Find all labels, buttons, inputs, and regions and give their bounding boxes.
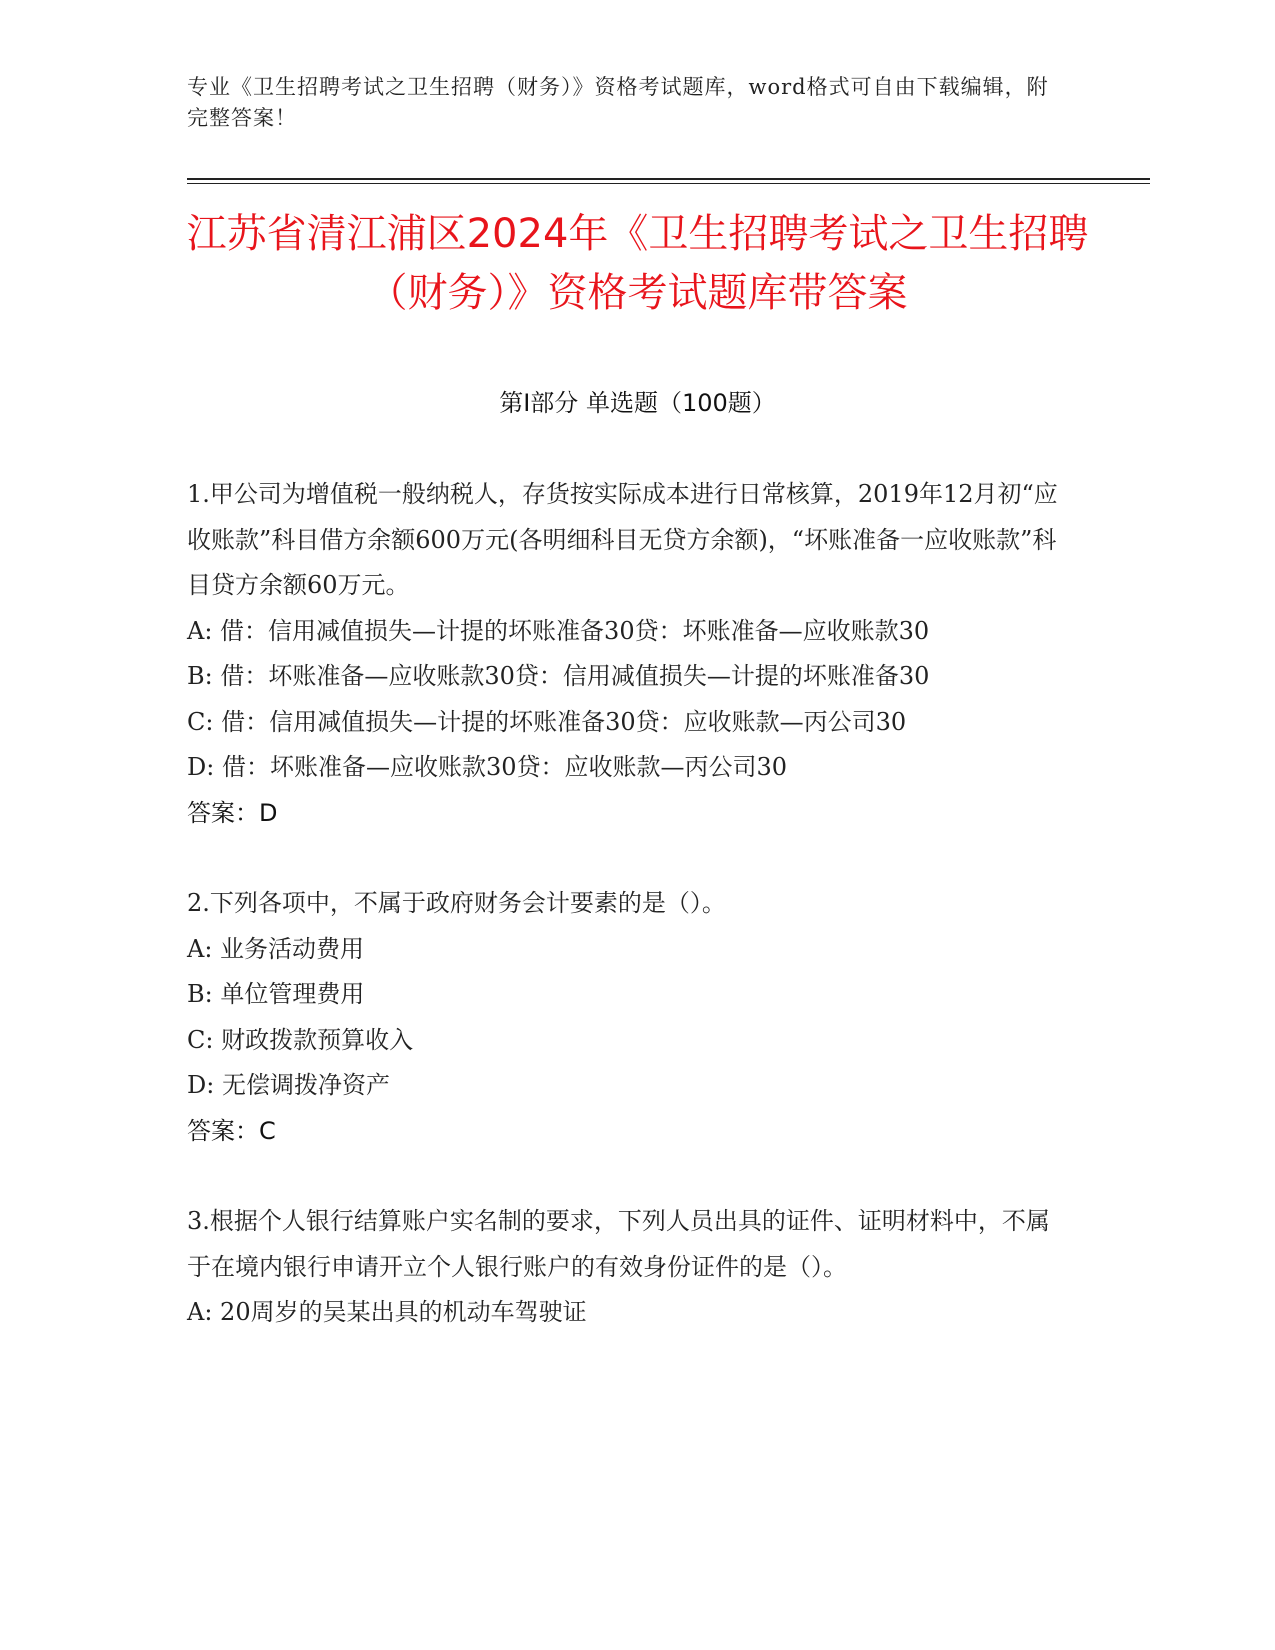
option-c: C: 财政拨款预算收入 — [187, 1025, 414, 1054]
header-note: 专业《卫生招聘考试之卫生招聘（财务）》资格考试题库，word格式可自由下载编辑，附完整答案！ — [187, 75, 1049, 130]
option-a: A: 借：信用减值损失—计提的坏账准备30贷：坏账准备—应收账款30 — [187, 616, 930, 645]
answer-line: 答案：D — [187, 798, 278, 827]
header-divider-thick — [187, 178, 1150, 180]
option-a: A: 20周岁的吴某出具的机动车驾驶证 — [187, 1298, 587, 1326]
option-c: C: 借：信用减值损失—计提的坏账准备30贷：应收账款—丙公司30 — [187, 707, 907, 736]
question-1 — [187, 472, 1067, 836]
question-stem: 1.甲公司为增值税一般纳税人，存货按实际成本进行日常核算，2019年12月初“应收账款”科目借方余额600万元(各明细科目无贷方余额)，“坏账准备一应收账款”科目贷方余额60万元。 — [187, 480, 1058, 599]
question-stem: 3.根据个人银行结算账户实名制的要求，下列人员出具的证件、证明材料中，不属于在境内银行申请开立个人银行账户的有效身份证件的是（）。 — [187, 1207, 1050, 1281]
question-3 — [187, 1199, 1067, 1336]
section-heading: 第Ⅰ部分 单选题（100题） — [499, 389, 776, 417]
option-d: D: 无偿调拨净资产 — [187, 1071, 390, 1099]
answer-line: 答案：C — [187, 1116, 276, 1145]
document-title: 江苏省清江浦区2024年《卫生招聘考试之卫生招聘（财务）》资格考试题库带答案 — [186, 211, 1089, 316]
option-d: D: 借：坏账准备—应收账款30贷：应收账款—丙公司30 — [187, 753, 788, 781]
option-b: B: 单位管理费用 — [187, 980, 365, 1008]
question-list — [187, 472, 1067, 1381]
question-2 — [187, 881, 1067, 1154]
option-b: B: 借：坏账准备—应收账款30贷：信用减值损失—计提的坏账准备30 — [187, 662, 930, 690]
header-divider-thin — [187, 183, 1150, 184]
question-stem: 2.下列各项中，不属于政府财务会计要素的是（）。 — [187, 889, 726, 917]
option-a: A: 业务活动费用 — [187, 934, 365, 963]
